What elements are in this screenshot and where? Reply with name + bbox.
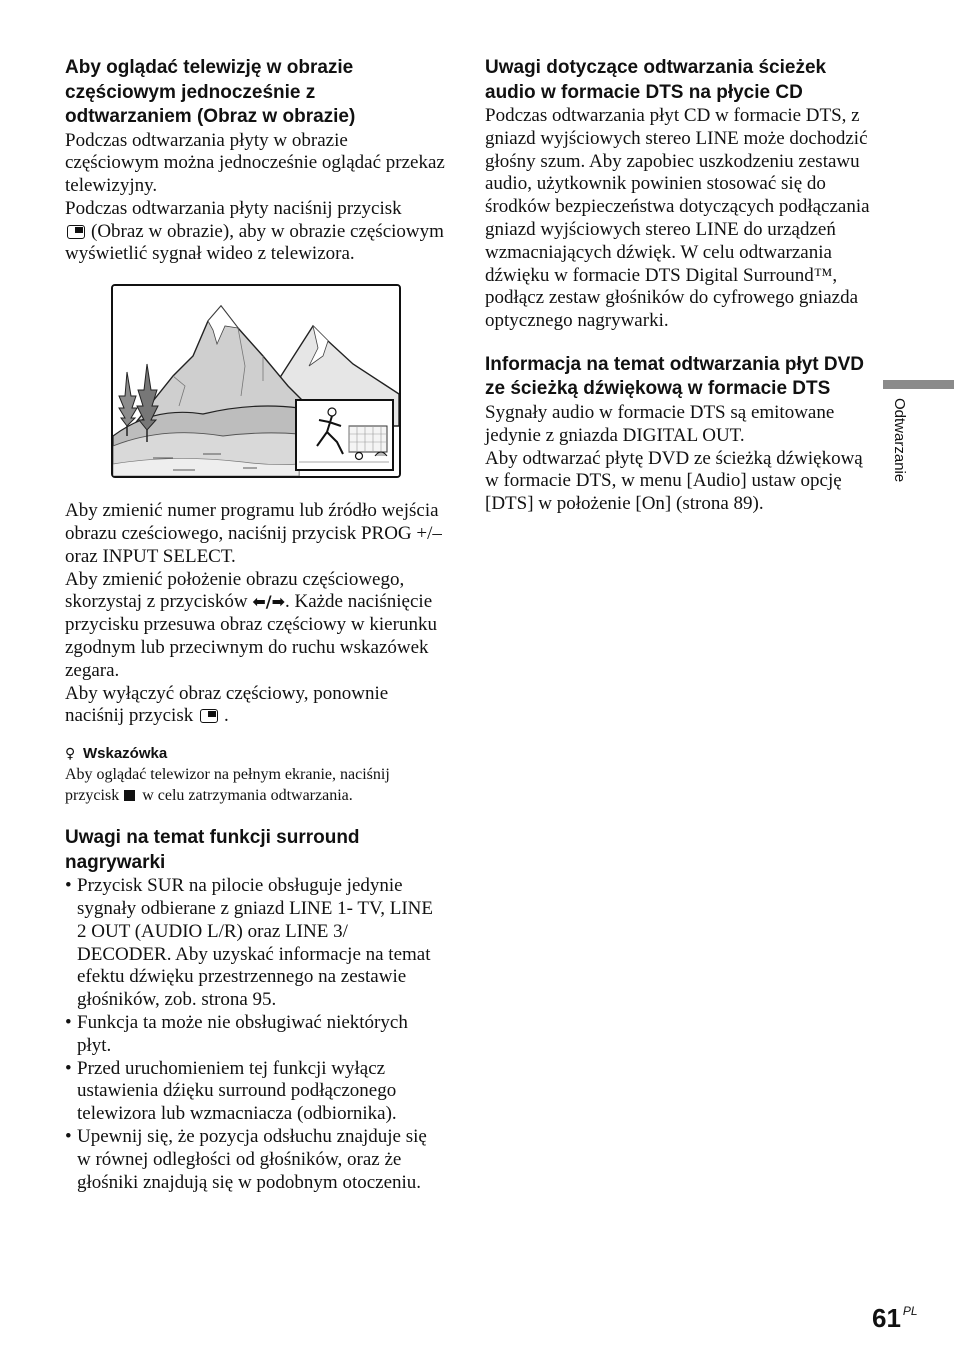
pip-intro: Podczas odtwarzania płyty w obrazie częściowym można jednocześnie oglądać przekaz telewizyjny. [65, 129, 445, 197]
landscape-illustration [113, 286, 399, 476]
list-item: • Przed uruchomieniem tej funkcji wyłącz ustawienia dźięku surround podłączonego telewizora lub wzmacniacza (odbiornika). [65, 1057, 397, 1125]
page-language: PL [902, 1304, 918, 1318]
dts-cd-text: Podczas odtwarzania płyt CD w formacie DTS, z gniazd wyjściowych stereo LINE może dochodzić głośny szum. Aby zapobiec uszkodzeniu zestawu audio, użytkownik powinien stosować się do środków bezpieczeństwa dotyczących podłączania gniazd wyjściowych stereo LINE do urządzeń wzmacniających dźwięk. W celu odtwarzania dźwięku w formacie DTS Digital Surround™, podłącz zestaw głośników do cyfrowego gniazda optycznego nagrywarki. [485, 105, 870, 332]
section-tab-label: Odtwarzanie [891, 398, 908, 483]
disable-pip-b: . [223, 705, 229, 727]
change-position-b: . Każde naciśnięcie przycisku przesuwa obraz częściowy w kierunku zgodnym lub przeciwnym do ruchu wskazówek zegara. [65, 591, 437, 681]
change-position-text [65, 569, 445, 683]
pip-instructions-b: (Obraz w obrazie), aby w obrazie częściowym wyświetlić sygnał wideo z telewizora. [65, 220, 444, 265]
hint-title: Wskazówka [83, 745, 168, 763]
heading-surround: Uwagi na temat funkcji surround nagrywarki [65, 827, 360, 873]
heading-dts-dvd: Informacja na temat odtwarzania płyt DVD ze ścieżką dźwiękową w formacie DTS [485, 353, 865, 400]
section-tab-bar [883, 380, 954, 389]
pip-illustration [111, 284, 401, 478]
dts-dvd-text-1: Sygnały audio w formacie DTS są emitowane jedynie z gniazda DIGITAL OUT. [485, 401, 835, 446]
list-item: • Funkcja ta może nie obsługiwać niektórych płyt. [65, 1012, 408, 1056]
pip-button-icon [67, 225, 85, 239]
surround-notes-list [65, 875, 445, 1194]
pip-instructions [65, 198, 445, 266]
change-program-text: Aby zmienić numer programu lub źródło wejścia obrazu cześciowego, naciśnij przycisk PROG +/– oraz INPUT SELECT. [65, 500, 442, 567]
disable-pip-text [65, 683, 445, 729]
hint-text-b: w celu zatrzymania odtwarzania. [142, 787, 353, 805]
hint-heading [65, 744, 445, 764]
pip-button-icon-2 [200, 709, 218, 723]
disable-pip-a: Aby wyłączyć obraz częściowy, ponownie naciśnij przycisk [65, 682, 389, 727]
page-number [872, 1296, 918, 1333]
pip-instructions-a: Podczas odtwarzania płyty naciśnij przycisk [65, 197, 402, 219]
hint-icon: ♀ [65, 746, 76, 763]
heading-pip: Aby oglądać telewizję w obrazie częściowym jednocześnie z odtwarzaniem (Obraz w obrazie) [65, 57, 356, 127]
list-item: • Przycisk SUR na pilocie obsługuje jedynie sygnały odbierane z gniazd LINE 1- TV, LINE 2 OUT (AUDIO L/R) oraz LINE 3/ DECODER. Aby uzyskać informacje na temat efektu dźwięku przestrzennego na zestawie głośników, zob. strona 95. [65, 875, 433, 1011]
heading-dts-cd: Uwagi dotyczące odtwarzania ścieżek audio w formacie DTS na płycie CD [485, 57, 827, 103]
change-position-a: Aby zmienić położenie obrazu częściowego, skorzystaj z przycisków [65, 568, 405, 613]
page-number-value: 61 [872, 1303, 901, 1333]
left-column [65, 56, 445, 1194]
right-column [485, 56, 870, 516]
left-right-arrow-icon: ⬅/➡ [252, 592, 285, 612]
stop-icon [124, 790, 135, 801]
hint-text [65, 764, 445, 806]
list-item: • Upewnij się, że pozycja odsłuchu znajduje się w równej odległości od głośników, oraz że głośniki znajdują się w podobnym otoczeniu. [65, 1126, 427, 1193]
hint-text-a: Aby oglądać telewizor na pełnym ekranie, naciśnij przycisk [65, 766, 390, 805]
dts-dvd-text-2: Aby odtwarzać płytę DVD ze ścieżką dźwiękową w formacie DTS, w menu [Audio] ustaw opcję [DTS] w położenie [On] (strona 89). [485, 447, 863, 515]
